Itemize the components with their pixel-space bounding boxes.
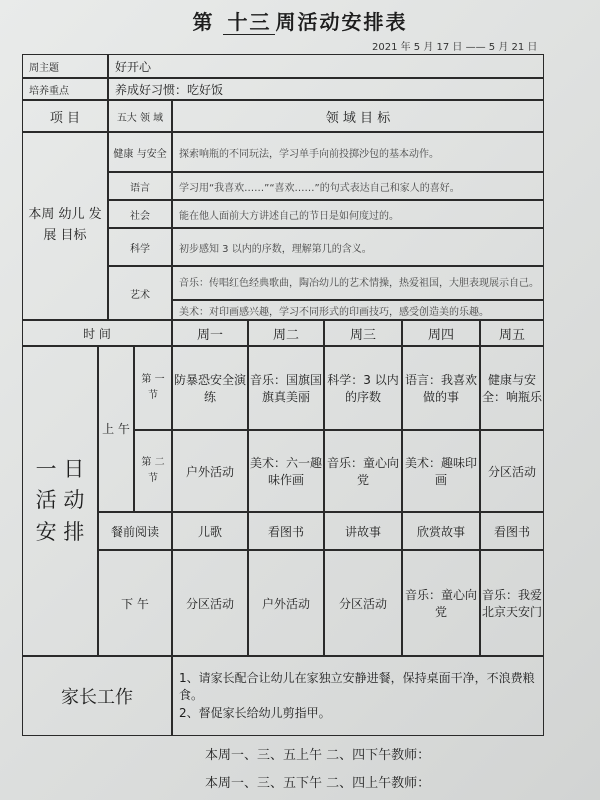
reading-wed: 讲故事 <box>324 512 402 550</box>
pm-thu: 音乐：童心向党 <box>402 550 480 656</box>
goal-art-drawing: 美术：对印画感兴趣，学习不同形式的印画技巧，感受创造美的乐趣。 <box>172 300 544 320</box>
date-range: 2021 年 5 月 17 日 —— 5 月 21 日 <box>372 42 538 53</box>
goal-art-music: 音乐：传唱红色经典歌曲，陶冶幼儿的艺术情操，热爱祖国，大胆表现展示自己。 <box>172 266 544 300</box>
parents-work-label: 家长工作 <box>22 656 172 736</box>
p1-wed: 科学：3 以内的序数 <box>324 346 402 430</box>
footer-line-1: 本周一、三、五上午 二、四下午教师： <box>205 748 431 763</box>
theme-value: 好开心 <box>108 54 544 78</box>
p1-mon: 防暴恐安全演练 <box>172 346 248 430</box>
parents-note-2: 2、督促家长给幼儿剪指甲。 <box>179 705 331 720</box>
day-fri: 周五 <box>480 320 544 346</box>
goal-social: 能在他人面前大方讲述自己的节日是如何度过的。 <box>172 200 544 228</box>
p1-tue: 音乐：国旗国旗真美丽 <box>248 346 324 430</box>
morning-label: 上 午 <box>98 346 134 512</box>
goals-item-header: 项 目 <box>22 100 108 132</box>
goals-text-header: 领 域 目 标 <box>172 100 544 132</box>
focus-value: 养成好习惯：吃好饭 <box>108 78 544 100</box>
period2-label: 第 二 节 <box>134 430 172 512</box>
theme-label: 周主题 <box>22 54 108 78</box>
parents-note-1: 1、请家长配合让幼儿在家独立安静进餐，保持桌面干净，不浪费粮食。 <box>179 670 535 703</box>
reading-tue: 看图书 <box>248 512 324 550</box>
domain-art: 艺术 <box>108 266 172 320</box>
domain-health: 健康 与安全 <box>108 132 172 172</box>
goal-language: 学习用“我喜欢……”“喜欢……”的句式表达自己和家人的喜好。 <box>172 172 544 200</box>
title-suffix: 周活动安排表 <box>275 10 408 34</box>
p2-wed: 音乐：童心向党 <box>324 430 402 512</box>
period1-label: 第 一 节 <box>134 346 172 430</box>
footer-line-2: 本周一、三、五下午 二、四上午教师： <box>205 776 431 791</box>
goal-science: 初步感知 3 以内的序数，理解第几的含义。 <box>172 228 544 266</box>
day-wed: 周三 <box>324 320 402 346</box>
day-tue: 周二 <box>248 320 324 346</box>
reading-thu: 欣赏故事 <box>402 512 480 550</box>
title-week-number: 十三 <box>223 10 275 35</box>
focus-label: 培养重点 <box>22 78 108 100</box>
p2-fri: 分区活动 <box>480 430 544 512</box>
domain-science: 科学 <box>108 228 172 266</box>
p2-tue: 美术：六一趣味作画 <box>248 430 324 512</box>
goals-domains-header: 五大 领 域 <box>108 100 172 132</box>
goals-side-label: 本周 幼儿 发展 目标 <box>22 132 108 320</box>
day-mon: 周一 <box>172 320 248 346</box>
domain-language: 语言 <box>108 172 172 200</box>
day-thu: 周四 <box>402 320 480 346</box>
reading-label: 餐前阅读 <box>98 512 172 550</box>
page-title <box>0 6 600 35</box>
goal-health: 探索响瓶的不同玩法，学习单手向前投掷沙包的基本动作。 <box>172 132 544 172</box>
reading-fri: 看图书 <box>480 512 544 550</box>
domain-social: 社会 <box>108 200 172 228</box>
p1-thu: 语言：我喜欢做的事 <box>402 346 480 430</box>
p1-fri: 健康与安全：响瓶乐 <box>480 346 544 430</box>
afternoon-label: 下 午 <box>98 550 172 656</box>
parents-work-notes <box>172 656 544 736</box>
reading-mon: 儿歌 <box>172 512 248 550</box>
pm-wed: 分区活动 <box>324 550 402 656</box>
pm-mon: 分区活动 <box>172 550 248 656</box>
p2-mon: 户外活动 <box>172 430 248 512</box>
time-header: 时 间 <box>22 320 172 346</box>
p2-thu: 美术：趣味印画 <box>402 430 480 512</box>
daily-schedule-side-label: 一 日 活 动 安 排 <box>22 346 98 656</box>
title-prefix: 第 <box>192 10 215 34</box>
pm-tue: 户外活动 <box>248 550 324 656</box>
pm-fri: 音乐：我爱北京天安门 <box>480 550 544 656</box>
